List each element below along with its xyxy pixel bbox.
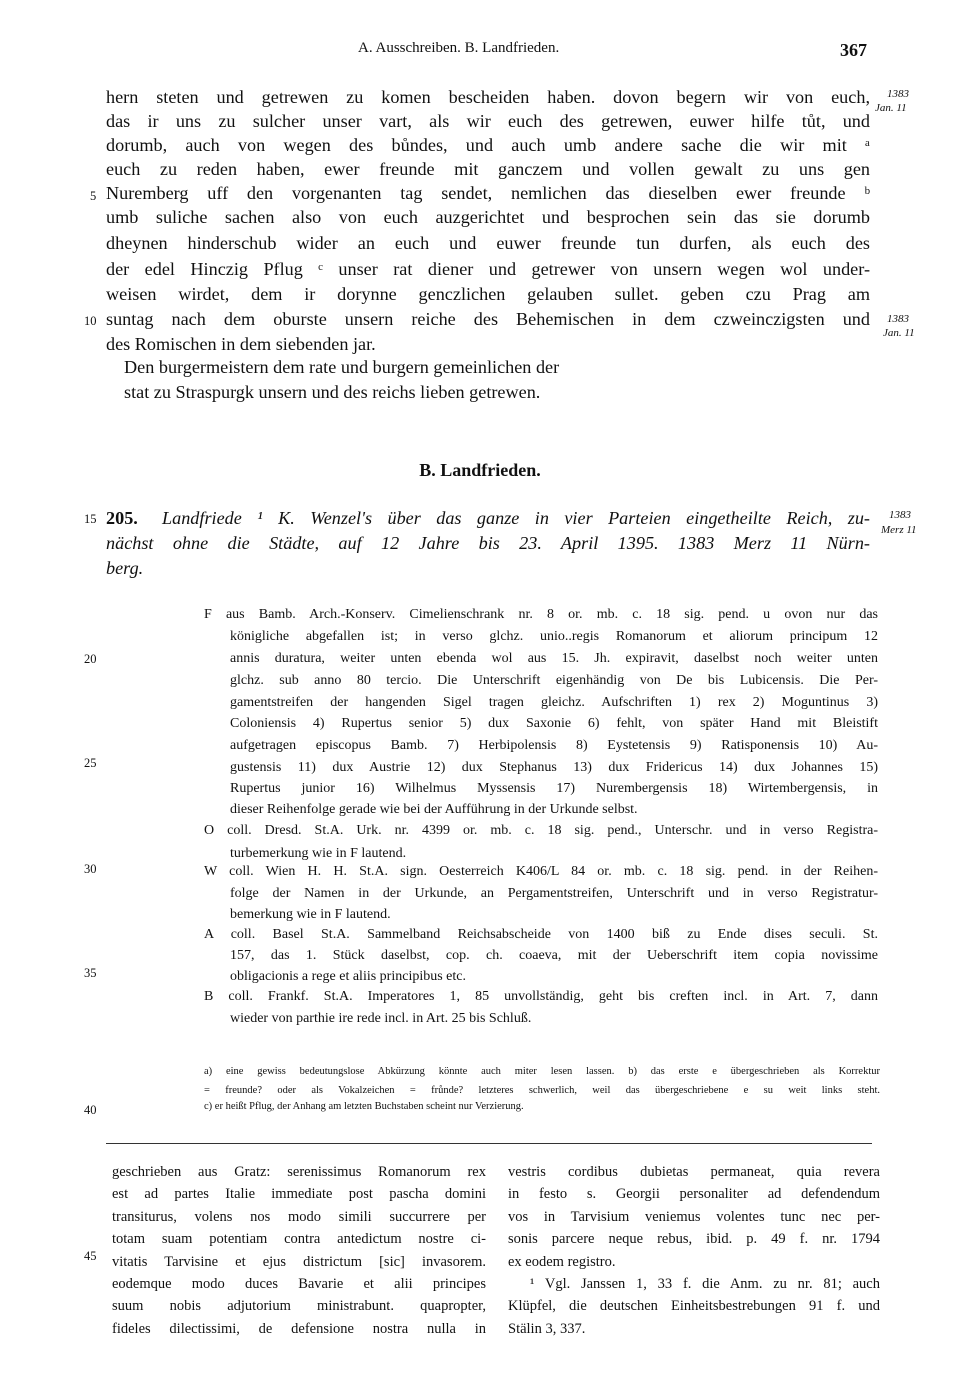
doc-number: 205. <box>106 508 138 528</box>
footnote-line: a) eine gewiss bedeutungslose Abkürzung könnte auch miter lesen lassen. b) das erste e übergeschrieben als Korrektur <box>204 1066 880 1077</box>
doc-title-text: nächst ohne die Städte, auf 12 Jahre bis 23. April 1395. 1383 Merz 11 Nürn- <box>106 533 870 553</box>
letter-line: umb suliche sachen also von euch auzgerichtet und besprochen sein das sie dorumb <box>106 207 870 227</box>
running-title: A. Ausschreiben. B. Landfrieden. <box>358 40 560 56</box>
line-number: 20 <box>84 652 97 666</box>
footnote-1-line: Stälin 3, 337. <box>508 1320 586 1337</box>
right-column-line: sonis parcere neque rebus, ibid. p. 49 f. nr. 1794 <box>508 1231 880 1248</box>
line-number: 10 <box>84 314 97 328</box>
letter-line: des Romischen in dem siebenden jar. <box>106 334 376 354</box>
left-column-line: fideles dilectissimi, de defensione nostra nulla in <box>112 1320 486 1337</box>
left-column-line: transiturus, volens nos modo simili succurrere per <box>112 1208 486 1225</box>
line-number: 35 <box>84 966 97 980</box>
letter-line: suntag nach dem oburste unsern reiche des Behemischen in dem czweinczigsten und <box>106 309 870 329</box>
left-column-line: totam suam potentiam contra antedictum nostre ci- <box>112 1231 486 1248</box>
source-line: annis duratura, weiter unten ebenda wol aus 15. Jh. expiravit, daselbst noch weiter unten <box>230 651 878 666</box>
line-number: 15 <box>84 512 97 526</box>
footnote-line: = freunde? oder als Vokalzeichen = frůnde? letzteres schwerlich, weil das übergeschriebene e su weit links steht. <box>204 1085 880 1096</box>
section-heading: B. Landfrieden. <box>419 460 541 480</box>
margin-date-day: Jan. 11 <box>883 327 915 339</box>
letter-line: Nuremberg uff den vorgenanten tag sendet, nemlichen das dieselben ewer freunde ᵇ <box>106 183 870 203</box>
line-number: 25 <box>84 756 97 770</box>
divider <box>106 1143 872 1144</box>
source-line: Rupertus junior 16) Wilhelmus Myssensis 17) Nurembergensis 18) Wirtembergensis, in <box>230 781 878 796</box>
letter-line: euch zu reden haben, ewer freunde mit ganczem und vollen gewalt zu uns gen <box>106 159 870 179</box>
doc-title-line <box>106 557 870 580</box>
source-line: gustensis 11) dux Austrie 12) dux Stephanus 13) dux Fridericus 14) dux Johannes 15) <box>230 760 878 775</box>
source-line: 157, das 1. Stück daselbst, cop. ch. coaeva, mit der Ueberschrift item copia novissime <box>230 948 878 963</box>
doc-title-text: Landfriede ¹ K. Wenzel's über das ganze in vier Parteien eingetheilte Reich, zu- <box>162 508 870 528</box>
margin-date-day: Jan. 11 <box>875 102 907 114</box>
footnote-1-line: Klüpfel, die deutschen Einheitsbestrebungen 91 f. und <box>508 1298 880 1315</box>
source-line: wieder von parthie ire rede incl. in Art. 25 bis Schluß. <box>230 1011 532 1026</box>
source-line: turbemerkung wie in F lautend. <box>230 846 407 861</box>
left-column-line: vitatis Tarvisine et ejus districtum [sic] invasorem. <box>112 1253 486 1270</box>
source-line: obligacionis a rege et aliis principibus etc. <box>230 969 466 984</box>
doc-title-line <box>106 532 870 555</box>
left-column-line: eodemque modo duces Bavarie et alii principes <box>112 1276 486 1292</box>
right-column-line: in festo s. Georgii personaliter ad defendendum <box>508 1186 880 1203</box>
source-line: königliche abgefallen ist; in verso glchz. unio..regis Romanorum et aliorum principum 12 <box>230 629 878 644</box>
letter-address-line: stat zu Straspurgk unsern und des reichs lieben getrewen. <box>124 382 541 402</box>
footnote-1-line: ¹ Vgl. Janssen 1, 33 f. die Anm. zu nr. 81; auch <box>530 1276 880 1292</box>
source-line: gamentstreifen der hangenden Sigel tragen gleichz. Aufschriften 1) rex 2) Moguntinus 3) <box>230 695 878 710</box>
source-line: F aus Bamb. Arch.-Konserv. Cimelienschrank nr. 8 or. mb. c. 18 sig. pend. u ovon nur das <box>204 607 878 622</box>
doc-title-text: berg. <box>106 558 144 578</box>
line-number: 40 <box>84 1103 97 1117</box>
page-number: 367 <box>840 40 867 60</box>
right-column-line: vestris cordibus dubietas permaneat, quia revera <box>508 1164 880 1180</box>
letter-line: dorumb, auch von wegen des bůndes, und auch umb andere sache die wir mit ᵃ <box>106 135 870 155</box>
source-line: Coloniensis 4) Rupertus senior 5) dux Saxonie 6) fehlt, von später Hand mit Bleistift <box>230 716 878 731</box>
right-column-line: vos in Tarvisium veniemus volentes tunc nec per- <box>508 1208 880 1225</box>
letter-line: der edel Hinczig Pflug ᶜ unser rat diener und getrewer von unsern wegen wol under- <box>106 259 870 279</box>
footnote-line: c) er heißt Pflug, der Anhang am letzten Buchstaben scheint nur Verzierung. <box>204 1101 524 1112</box>
margin-date-day: Merz 11 <box>881 524 917 536</box>
left-column-line: est ad partes Italie immediate post pascha domini <box>112 1186 486 1203</box>
letter-line: dheynen hinderschub wider an euch und euwer freunde tun durfen, als euch des <box>106 233 870 253</box>
source-line: glchz. sub anno 80 tercio. Die Unterschrift eigenhändig von De bis Lubicensis. Die Per- <box>230 673 878 688</box>
letter-line: weisen wirdet, dem ir dorynne genczlichen gelauben sullet. geben czu Prag am <box>106 284 870 304</box>
source-line: A coll. Basel St.A. Sammelband Reichsabscheide von 1400 biß zu Ende dises seculi. St. <box>204 927 878 942</box>
margin-date-year: 1383 <box>887 88 909 100</box>
left-column-line: geschrieben aus Gratz: serenissimus Romanorum rex <box>112 1164 486 1180</box>
line-number: 30 <box>84 862 97 876</box>
right-column-line: ex eodem registro. <box>508 1253 616 1270</box>
source-line: W coll. Wien H. H. St.A. sign. Oesterreich K406/L 84 or. mb. c. 18 sig. pend. in der Reihen- <box>204 864 878 879</box>
letter-line: das ir uns zu sulcher unser vart, als wir euch des getrewen, euwer hilfe tůt, und <box>106 111 870 131</box>
source-line: folge der Namen in der Urkunde, an Pergamentstreifen, Unterschrift und in verso Registratur- <box>230 886 878 901</box>
source-line: dieser Reihenfolge gerade wie bei der Aufführung in der Urkunde selbst. <box>230 802 638 817</box>
letter-line: hern steten und getrewen zu komen bescheiden haben. dovon begern wir von euch, <box>106 87 870 107</box>
source-line: bemerkung wie in F lautend. <box>230 907 391 922</box>
line-number: 5 <box>90 189 97 203</box>
source-line: O coll. Dresd. St.A. Urk. nr. 4399 or. mb. c. 18 sig. pend., Unterschr. und in verso Registra- <box>204 823 878 838</box>
left-column-line: suum nobis adjutorium ministrabunt. quapropter, <box>112 1298 486 1315</box>
source-line: aufgetragen episcopus Bamb. 7) Herbipolensis 8) Eystetensis 9) Ratisponensis 10) Au- <box>230 738 878 753</box>
margin-date-year: 1383 <box>887 313 909 325</box>
letter-address-line: Den burgermeistern dem rate und burgern gemeinlichen der <box>124 357 560 377</box>
source-line: B coll. Frankf. St.A. Imperatores 1, 85 unvollständig, geht bis creften incl. in Art. 7, dann <box>204 989 878 1004</box>
margin-date-year: 1383 <box>889 509 911 521</box>
doc-title-line <box>162 507 870 530</box>
line-number: 45 <box>84 1249 97 1263</box>
